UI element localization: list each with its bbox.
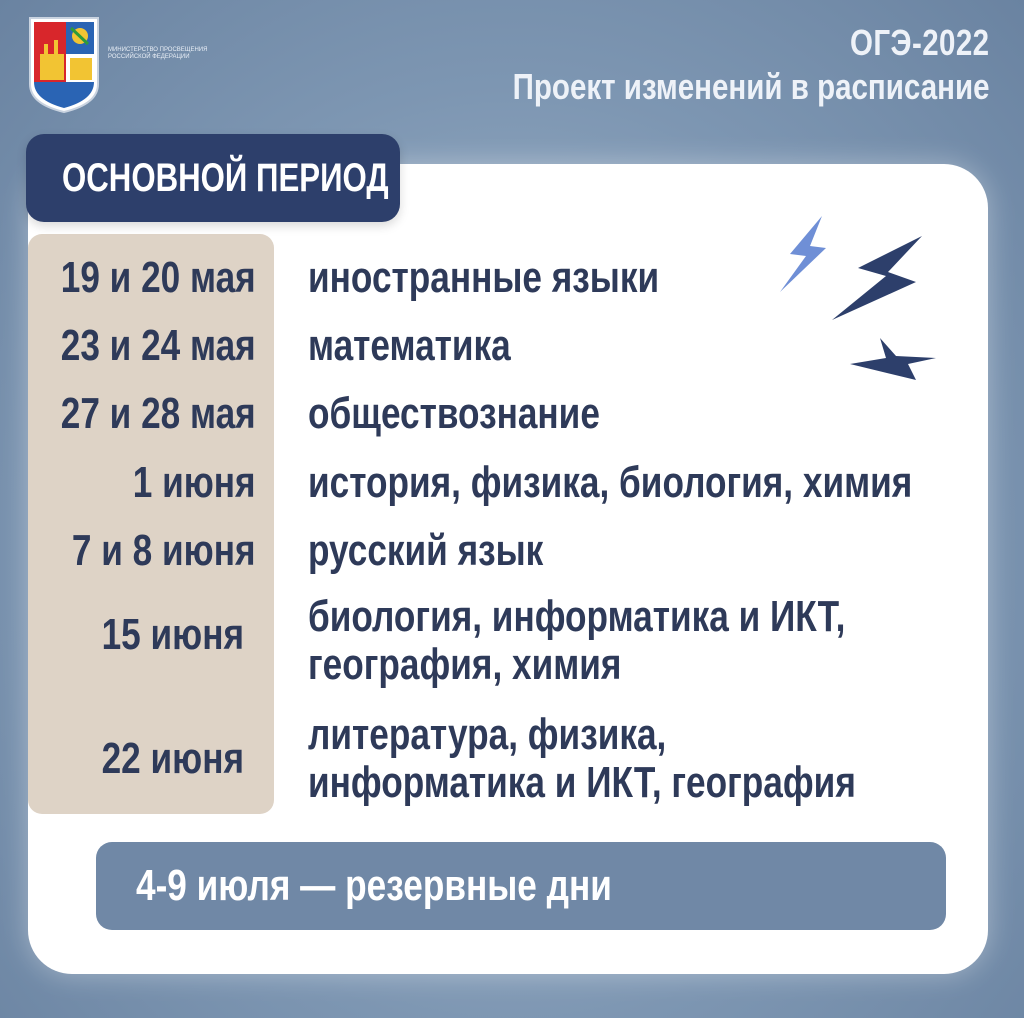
row-subject: иностранные языки <box>308 253 660 302</box>
lightning-icon <box>846 336 938 382</box>
schedule-row <box>28 389 256 439</box>
ministry-text: МИНИСТЕРСТВО ПРОСВЕЩЕНИЯ РОССИЙСКОЙ ФЕДЕРАЦИИ <box>108 47 208 60</box>
row-subject-line2: информатика и ИКТ, география <box>308 758 856 807</box>
row-date: 15 июня <box>101 610 244 659</box>
row-subject: биология, информатика и ИКТ, <box>308 592 846 641</box>
row-subject: литература, физика, <box>308 710 667 759</box>
row-date: 1 июня <box>133 458 256 507</box>
row-date: 19 и 20 мая <box>61 253 256 302</box>
row-subject: математика <box>308 321 511 370</box>
emblem-icon <box>26 14 102 114</box>
reserve-label: 4-9 июля — резервные дни <box>136 861 612 910</box>
row-subject: обществознание <box>308 389 600 438</box>
lightning-icon <box>828 232 928 324</box>
row-date: 7 и 8 июня <box>72 526 256 575</box>
schedule-row <box>28 526 256 576</box>
header-subtitle: Проект изменений в расписание <box>513 66 990 107</box>
period-label: ОСНОВНОЙ ПЕРИОД <box>62 156 389 200</box>
period-tab <box>26 134 400 222</box>
schedule-row <box>28 610 244 660</box>
schedule-row <box>28 734 244 784</box>
row-date: 22 июня <box>101 734 244 783</box>
schedule-row <box>28 458 256 508</box>
schedule-row <box>28 321 256 371</box>
lightning-icon <box>776 214 832 294</box>
reserve-bar <box>96 842 946 930</box>
header-title: ОГЭ-2022 <box>850 22 990 63</box>
row-subject: русский язык <box>308 526 544 575</box>
row-subject-line2: география, химия <box>308 640 622 689</box>
row-date: 27 и 28 мая <box>61 389 256 438</box>
row-date: 23 и 24 мая <box>61 321 256 370</box>
schedule-row <box>28 253 256 303</box>
row-subject: история, физика, биология, химия <box>308 458 913 507</box>
header <box>408 22 990 108</box>
